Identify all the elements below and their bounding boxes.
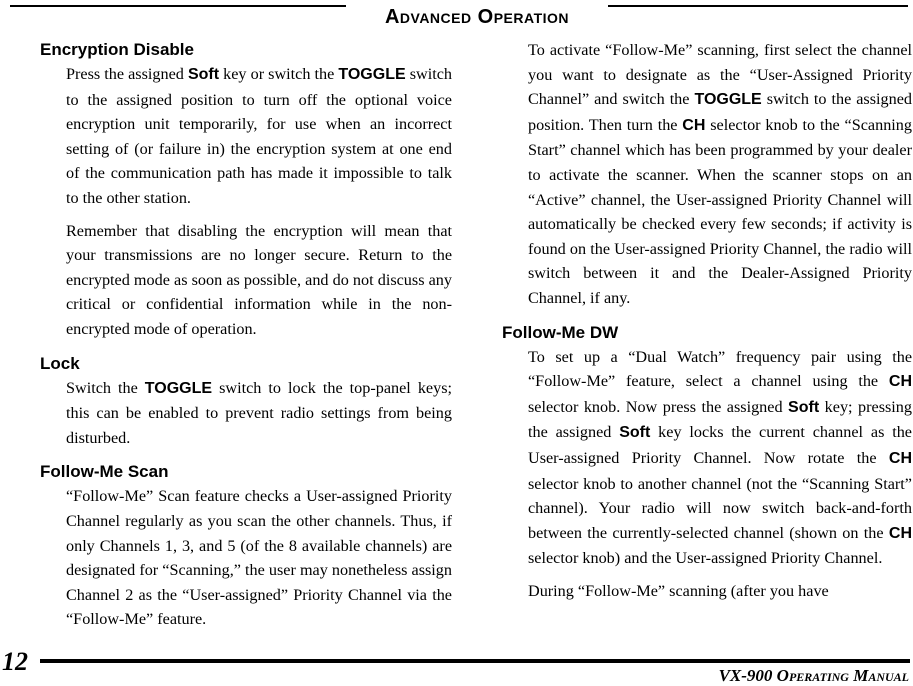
- footer-rule: [40, 659, 910, 663]
- heading-follow-me-scan: Follow-Me Scan: [40, 462, 169, 482]
- keyword-ch: CH: [682, 116, 706, 134]
- keyword-toggle: TOGGLE: [144, 379, 213, 397]
- keyword-ch: CH: [888, 524, 912, 542]
- right-column: [502, 38, 912, 611]
- left-column: [40, 38, 452, 640]
- keyword-soft: Soft: [619, 424, 651, 442]
- paragraph-encryption-warning: Remember that disabling the encryption will mean that your transmissions are no longer secure. Return to the encrypted mode as soon as possible, and do not discuss any critical or confidential information while in the non-encrypted mode of operation.: [66, 221, 452, 338]
- manual-title: VX-900 Operating Manual: [718, 666, 909, 685]
- paragraph-activate-follow-me: To activate “Follow-Me” scanning, first select the channel you want to designate as the “User-Assigned Priority Channel” and switch the TOGGLE switch to the assigned position. Then turn the CH selector knob to the “Scanning Start” channel which has been programmed by your dealer to activate the scanner. When the scanner stops on an “Active” channel, the User-assigned Priority Channel will automatically be checked every few seconds; if activity is found on the User-assigned Priority Channel, the radio will switch between it and the Dealer-Assigned Priority Channel, if any.: [528, 41, 912, 307]
- heading-lock: Lock: [40, 353, 80, 373]
- keyword-toggle: TOGGLE: [338, 66, 406, 83]
- heading-encryption-disable: Encryption Disable: [40, 40, 194, 59]
- paragraph-follow-me-dw-continued: During “Follow-Me” scanning (after you have: [528, 581, 829, 600]
- page-number: 12: [2, 647, 28, 676]
- paragraph-lock: Switch the TOGGLE switch to lock the top-panel keys; this can be enabled to prevent radio settings from being disturbed.: [66, 378, 452, 447]
- keyword-ch: CH: [888, 449, 912, 467]
- paragraph-follow-me-dw: To set up a “Dual Watch” frequency pair using the “Follow-Me” feature, select a channel using the CH selector knob. Now press the assigned Soft key; pressing the assigned Soft key locks the current channel as the User-assigned Priority Channel. Now rotate the CH selector knob to another channel (not the “Scanning Start” channel). Your radio will now switch back-and-forth between the currently-selected channel (shown on the CH selector knob) and the User-assigned Priority Channel.: [528, 347, 912, 568]
- header-rule-right: [608, 5, 908, 7]
- paragraph-encryption-disable: Press the assigned Soft key or switch the TOGGLE switch to the assigned position to turn off the optional voice encryption unit temporarily, for use when an incorrect setting of (or failure in) the encryption system at one end of the communication path has made it impossible to talk to the other station.: [66, 65, 452, 207]
- keyword-ch: CH: [888, 373, 912, 391]
- keyword-soft: Soft: [187, 66, 220, 83]
- keyword-soft: Soft: [788, 398, 820, 416]
- paragraph-follow-me-scan: “Follow-Me” Scan feature checks a User-assigned Priority Channel regularly as you scan the other channels. Thus, if only Channels 1, 3, and 5 (of the 8 available channels) are designated for “Scanning,” the user may nonetheless assign Channel 2 as the “User-assigned” Priority Channel via the “Follow-Me” feature.: [66, 487, 452, 629]
- keyword-toggle: TOGGLE: [694, 91, 762, 109]
- section-title: Advanced Operation: [384, 6, 570, 28]
- header-rule-left: [10, 5, 346, 7]
- heading-follow-me-dw: Follow-Me DW: [502, 322, 619, 342]
